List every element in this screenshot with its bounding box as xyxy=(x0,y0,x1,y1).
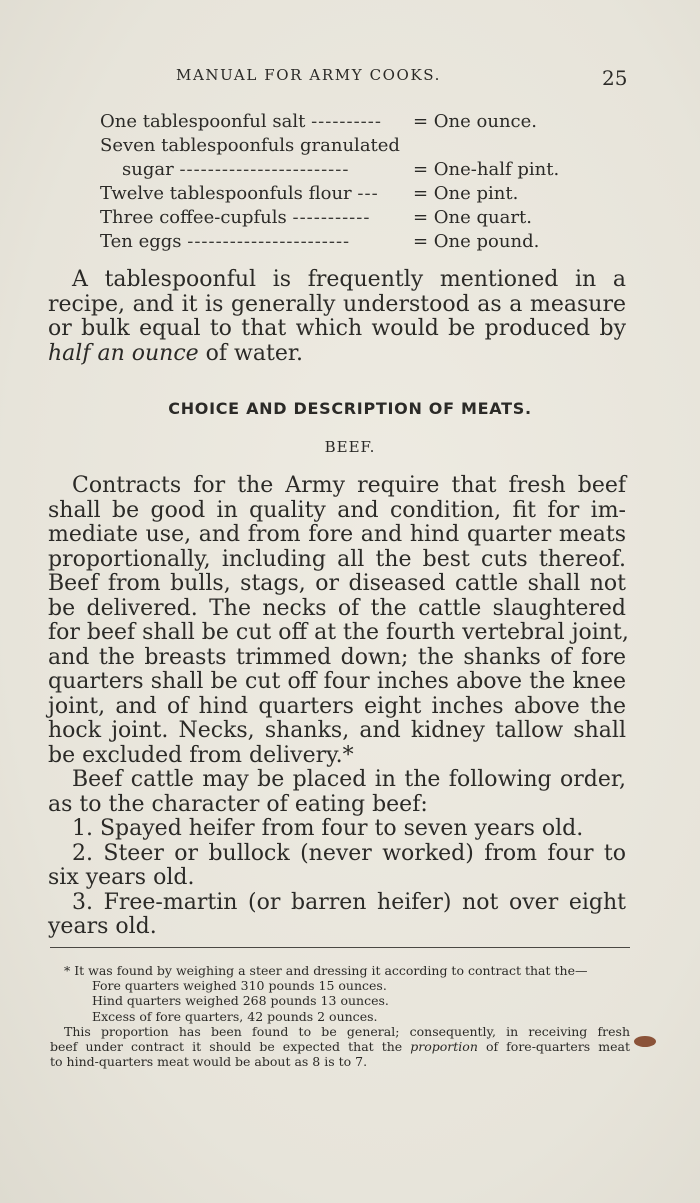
leader-dots: ----------- xyxy=(292,207,371,228)
equivalent-value: = One-half pint. xyxy=(413,159,560,180)
contracts-paragraph xyxy=(48,473,629,768)
paragraph-line: recipe, and it is generally understood as a measure xyxy=(48,291,626,317)
equivalent-row xyxy=(100,134,580,158)
footnote xyxy=(50,963,630,1069)
footnote-line: to hind-quarters meat would be about as 8 is to 7. xyxy=(50,1054,368,1070)
list-item-continuation: six years old. xyxy=(48,865,195,890)
paragraph-line: and the breasts trimmed down; the shanks of fore xyxy=(48,644,626,670)
line-text: of fore-quarters meat xyxy=(477,1039,630,1055)
footnote-divider xyxy=(50,947,630,948)
list-item: 3. Free-martin (or barren heifer) not over eight xyxy=(72,889,626,915)
footnote-line xyxy=(50,1039,630,1054)
equivalent-item: Ten eggs xyxy=(100,231,182,252)
paragraph-line: be excluded from delivery.* xyxy=(48,742,354,768)
paragraph-line: hock joint. Necks, shanks, and kidney tallow shall xyxy=(48,718,626,743)
running-title: MANUAL FOR ARMY COOKS. xyxy=(176,66,441,84)
equivalent-row xyxy=(100,206,580,230)
italic-phrase: proportion xyxy=(410,1039,478,1055)
leader-dots: ----------------------- xyxy=(187,231,351,252)
list-item: 1. Spayed heifer from four to seven years old. xyxy=(72,816,584,841)
paragraph-line: be delivered. The necks of the cattle slaughtered xyxy=(48,595,626,621)
tablespoon-paragraph xyxy=(48,268,626,366)
equivalent-item: Three coffee-cupfuls xyxy=(100,207,287,228)
paragraph-line: as to the character of eating beef: xyxy=(48,791,428,817)
ink-stain xyxy=(634,1036,656,1047)
footnote-line: This proportion has been found to be general; consequently, in receiving fresh xyxy=(64,1023,630,1039)
equivalent-item: Seven tablespoonfuls granulated xyxy=(100,135,400,156)
paragraph-line: quarters shall be cut off four inches above the knee xyxy=(48,669,626,694)
leader-dots: --- xyxy=(357,183,379,204)
paragraph-line: for beef shall be cut off at the fourth vertebral joint, xyxy=(48,620,629,645)
italic-phrase: half an ounce xyxy=(48,340,199,366)
paragraph-line xyxy=(48,342,626,367)
footnote-line: Hind quarters weighed 268 pounds 13 ounces. xyxy=(92,993,389,1009)
paragraph-line: shall be good in quality and condition, fit for im- xyxy=(48,497,626,523)
equivalent-value: = One pound. xyxy=(413,231,540,252)
list-item: 2. Steer or bullock (never worked) from four to xyxy=(72,840,626,866)
list-item-continuation: years old. xyxy=(48,914,157,939)
sub-title: BEEF. xyxy=(324,438,376,456)
equivalent-item: sugar xyxy=(122,159,174,180)
paragraph-line: proportionally, including all the best cuts thereof. xyxy=(48,546,626,572)
paragraph-line: Contracts for the Army require that fresh beef xyxy=(72,473,626,498)
equivalent-value: = One pint. xyxy=(413,183,519,204)
equivalent-value: = One ounce. xyxy=(413,111,538,132)
paragraph-line: mediate use, and from fore and hind quarter meats xyxy=(48,522,626,547)
paragraph-line: Beef cattle may be placed in the following order, xyxy=(72,767,626,792)
order-paragraph xyxy=(48,768,626,817)
cattle-order-list xyxy=(48,817,626,940)
equivalent-row xyxy=(100,182,580,206)
line-text: of water. xyxy=(198,340,303,366)
equivalent-value: = One quart. xyxy=(413,207,532,228)
measure-equivalents-table xyxy=(100,110,580,254)
section-title: CHOICE AND DESCRIPTION OF MEATS. xyxy=(168,399,532,418)
footnote-line: Excess of fore quarters, 42 pounds 2 ounces. xyxy=(92,1008,378,1024)
paragraph-line: A tablespoonful is frequently mentioned in a xyxy=(72,267,626,292)
equivalent-row xyxy=(100,158,580,182)
equivalent-row xyxy=(100,110,580,134)
footnote-line: * It was found by weighing a steer and dressing it according to contract that the— xyxy=(64,963,588,978)
paragraph-line: Beef from bulls, stags, or diseased cattle shall not xyxy=(48,571,626,596)
leader-dots: ------------------------ xyxy=(179,159,350,180)
equivalent-row xyxy=(100,230,580,254)
page-number: 25 xyxy=(602,66,628,90)
equivalent-item: Twelve tablespoonfuls flour xyxy=(100,183,352,204)
equivalent-item: One tablespoonful salt xyxy=(100,111,306,132)
paragraph-line: joint, and of hind quarters eight inches above the xyxy=(48,693,626,719)
paragraph-line: or bulk equal to that which would be produced by xyxy=(48,316,626,341)
footnote-line: Fore quarters weighed 310 pounds 15 ounces. xyxy=(92,978,387,994)
leader-dots: ---------- xyxy=(311,111,382,132)
line-text: beef under contract it should be expected that the xyxy=(50,1039,411,1055)
